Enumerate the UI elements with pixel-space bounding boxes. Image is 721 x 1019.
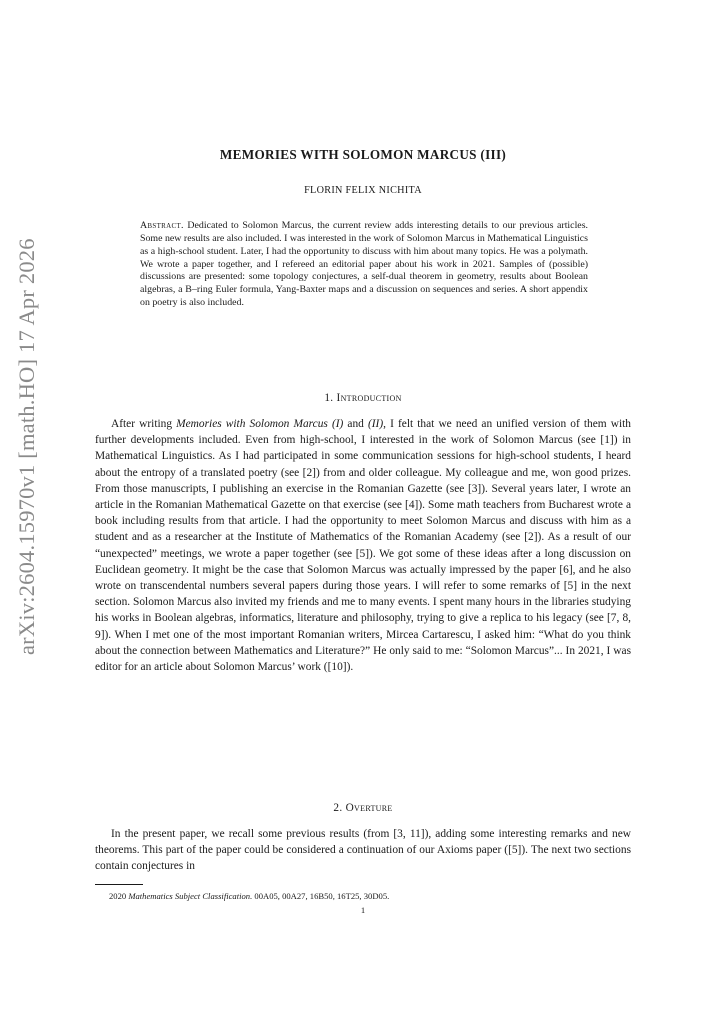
abstract bbox=[140, 220, 588, 310]
intro-title-memories-ii: (II) bbox=[367, 418, 384, 430]
section-heading-overture: 2. Overture bbox=[333, 802, 393, 814]
paper-author: FLORIN FELIX NICHITA bbox=[304, 185, 422, 196]
arxiv-identifier: arXiv:2604.15970v1 [math.HO] 17 Apr 2026 bbox=[14, 238, 39, 655]
introduction-paragraph bbox=[95, 416, 631, 675]
intro-text-start: After writing bbox=[111, 418, 177, 430]
abstract-heading: Abstract. bbox=[140, 220, 184, 231]
paper-title: MEMORIES WITH SOLOMON MARCUS (III) bbox=[219, 147, 507, 162]
footnote-codes: 00A05, 00A27, 16B50, 16T25, 30D05. bbox=[254, 891, 390, 901]
overture-paragraph: In the present paper, we recall some previous results (from [3, 11]), adding some interesting remarks and new theorems. This part of the paper could be considered a continuation of our Axioms paper ([5]). The next two sections contain conjectures in bbox=[95, 828, 631, 873]
page-number: 1 bbox=[360, 905, 366, 915]
intro-title-memories-i: Memories with Solomon Marcus (I) bbox=[176, 418, 344, 430]
abstract-text: Dedicated to Solomon Marcus, the current review adds interesting details to our previous articles. Some new results are also included. I was interested in the work of Solomon Marcus in Mathematical Linguistics as a high-school student. Later, I had the opportunity to discuss with him about many topics. He was a polymath. We wrote a paper together, and I refereed an editorial paper about his work in 2021. Samples of (possible) discussions are presented: some topology conjectures, a self-dual theorem in geometry, results about Boolean algebras, a B–ring Euler formula, Yang-Baxter maps and a discussion on sequences and series. A short appendix on poetry is also included. bbox=[140, 220, 589, 309]
footnote-label: Mathematics Subject Classification. bbox=[128, 891, 253, 901]
intro-text-rest: , I felt that we need an unified version of them with further developments included. Even from high-school, I interested in the work of Solomon Marcus (see [1]) in Mathematical Linguistics. As I had participated in some communication sessions for high-school students, I heard about the entropy of a translated poetry (see [2]) from and older colleague. My colleague and me, won good prizes. From those manuscripts, I publishing an exercise in the Romanian Gazette (see [3]). Several years later, I wrote an article in the Romanian Mathematical Gazette on that exercise (see [4]). Some math teachers from Bucharest wrote a book including results from that article. I had the opportunity to meet Solomon Marcus and discuss with him as a student and as a researcher at the Institute of Mathematics of the Romanian Academy (see [2]). As a result of our “unexpected” meetings, we wrote a paper together (see [5]). We got some of these ideas after a long discussion on Euclidean geometry. It might be the case that Solomon Marcus was actually impressed by the paper [6], and he also wrote on transcendental numbers several papers during those years. I will refer to some remarks of [5] in the next section. Solomon Marcus also invited my friends and me to many events. I spent many hours in the libraries studying his works in Boolean algebras, informatics, literature and philosophy, trying to give a replica to his legacy (see [7, 8, 9]). When I met one of the most important Romanian writers, Mircea Cartarescu, I asked him: “What do you think about the connection between Mathematics and Literature?” He only said to me: “Solomon Marcus”... In 2021, I was editor for an article about Solomon Marcus’ work ([10]). bbox=[95, 418, 631, 674]
section-heading-introduction: 1. Introduction bbox=[324, 392, 402, 404]
intro-text-and: and bbox=[343, 418, 368, 430]
footnote-msc bbox=[95, 891, 631, 901]
footnote-rule bbox=[95, 884, 143, 885]
footnote-year: 2020 bbox=[109, 891, 127, 901]
